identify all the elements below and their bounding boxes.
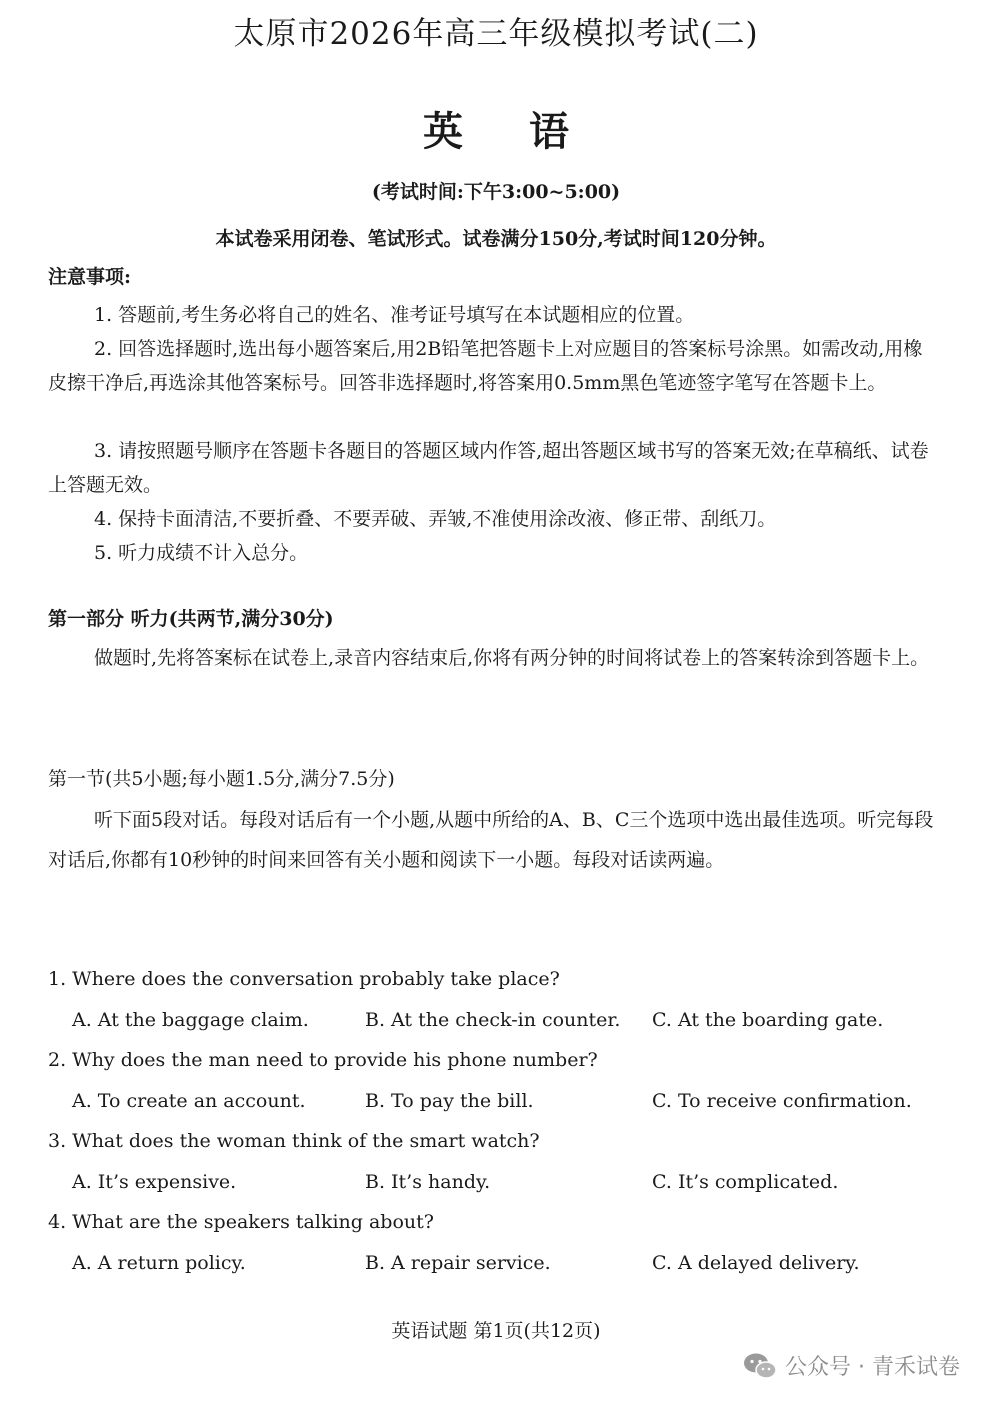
exam-title: 太原市2026年高三年级模拟考试(二) xyxy=(233,16,759,52)
note-item-3: 3. 请按照题号顺序在答题卡各题目的答题区域内作答,超出答题区域书写的答案无效;在草稿纸、试卷上答题无效。 xyxy=(48,440,929,496)
option-c: C. It’s complicated. xyxy=(652,1171,839,1193)
exam-time: (考试时间:下午3:00~5:00) xyxy=(371,181,621,203)
note-item-4: 4. 保持卡面清洁,不要折叠、不要弄破、弄皱,不准使用涂改液、修正带、刮纸刀。 xyxy=(94,508,777,530)
part1-instruction: 做题时,先将答案标在试卷上,录音内容结束后,你将有两分钟的时间将试卷上的答案转涂到答题卡上。 xyxy=(94,647,930,669)
section1-heading: 第一节(共5小题;每小题1.5分,满分7.5分) xyxy=(48,768,395,790)
option-a: A. It’s expensive. xyxy=(72,1171,237,1193)
option-c: C. A delayed delivery. xyxy=(652,1252,860,1274)
option-b: B. At the check-in counter. xyxy=(365,1009,621,1031)
note-item-5: 5. 听力成绩不计入总分。 xyxy=(94,542,309,564)
note-item-1: 1. 答题前,考生务必将自己的姓名、准考证号填写在本试题相应的位置。 xyxy=(94,304,695,326)
wechat-icon xyxy=(743,1352,777,1380)
option-b: B. It’s handy. xyxy=(365,1171,491,1193)
notes-heading: 注意事项: xyxy=(48,266,132,288)
option-c: C. To receive confirmation. xyxy=(652,1090,912,1112)
option-c: C. At the boarding gate. xyxy=(652,1009,884,1031)
option-a: A. At the baggage claim. xyxy=(72,1009,309,1031)
page-footer: 英语试题 第1页(共12页) xyxy=(391,1320,601,1342)
question-stem: 4. What are the speakers talking about? xyxy=(48,1211,434,1233)
question-stem: 3. What does the woman think of the smart watch? xyxy=(48,1130,540,1152)
note-item-2: 2. 回答选择题时,选出每小题答案后,用2B铅笔把答题卡上对应题目的答案标号涂黑。如需改动,用橡皮擦干净后,再选涂其他答案标号。回答非选择题时,将答案用0.5mm黑色笔迹签字笔写在答题卡上。 xyxy=(48,338,923,394)
option-b: B. To pay the bill. xyxy=(365,1090,534,1112)
option-a: A. To create an account. xyxy=(72,1090,306,1112)
watermark-text: 公众号 · 青禾试卷 xyxy=(785,1355,960,1380)
option-b: B. A repair service. xyxy=(365,1252,551,1274)
part1-heading: 第一部分 听力(共两节,满分30分) xyxy=(48,608,334,630)
question-stem: 1. Where does the conversation probably take place? xyxy=(48,968,560,990)
question-stem: 2. Why does the man need to provide his phone number? xyxy=(48,1049,598,1071)
exam-format: 本试卷采用闭卷、笔试形式。试卷满分150分,考试时间120分钟。 xyxy=(215,228,777,250)
option-a: A. A return policy. xyxy=(72,1252,246,1274)
subject-title: 英 语 xyxy=(423,108,595,155)
watermark xyxy=(743,1350,960,1381)
section1-instruction: 听下面5段对话。每段对话后有一个小题,从题中所给的A、B、C三个选项中选出最佳选项。听完每段对话后,你都有10秒钟的时间来回答有关小题和阅读下一小题。每段对话读两遍。 xyxy=(48,809,934,871)
